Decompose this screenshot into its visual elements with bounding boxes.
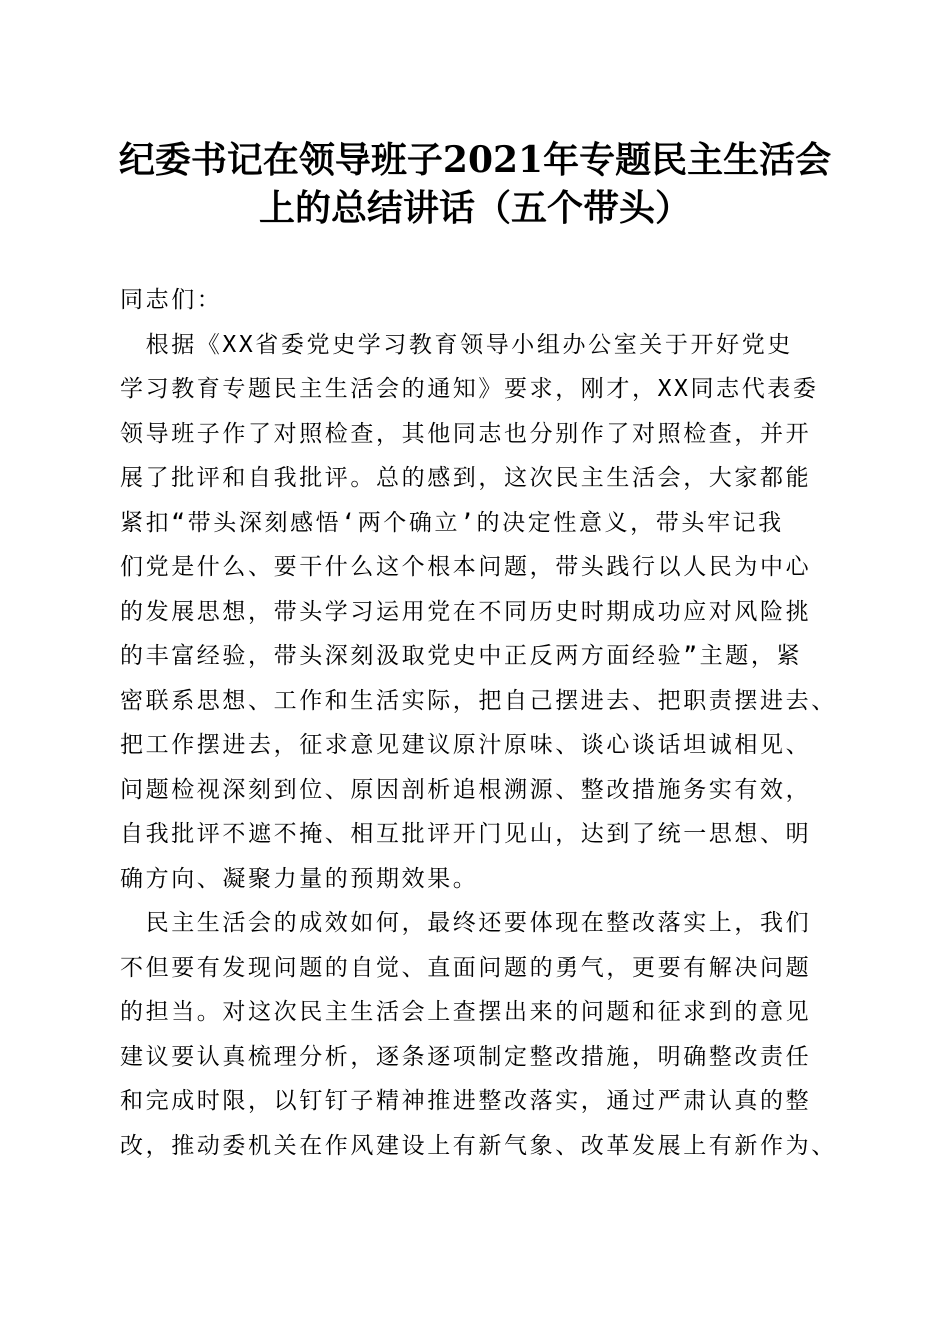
paragraph-line: 把工作摆进去，征求意见建议原汁原味、谈心谈话坦诚相见、 [120,732,812,758]
paragraph-line: 不但要有发现问题的自觉、直面问题的勇气，更要有解决问题 [120,954,812,981]
paragraph-line: 改，推动委机关在作风建设上有新气象、改革发展上有新作为、 [120,1132,837,1159]
paragraph-line: 展了批评和自我批评。总的感到，这次民主生活会，大家都能 [120,465,812,491]
paragraph-line: 密联系思想、工作和生活实际，把自己摆进去、把职责摆进去、 [120,687,837,714]
paragraph-line: 根据《XX省委党史学习教育领导小组办公室关于开好党史 [120,331,793,358]
paragraph-2 [120,901,850,1168]
title-line-1: 纪委书记在领导班子2021年专题民主生活会 [118,139,832,181]
paragraph-line: 民主生活会的成效如何，最终还要体现在整改落实上，我们 [120,910,812,936]
paragraph-line: 的发展思想，带头学习运用党在不同历史时期成功应对风险挑 [120,598,812,625]
title-line-2: 上的总结讲话（五个带头） [258,187,691,229]
document-body [120,278,850,1168]
document-title [100,136,850,232]
paragraph-line: 确方向、凝聚力量的预期效果。 [120,865,479,892]
paragraph-line: 们党是什么、要干什么这个根本问题，带头践行以人民为中心 [120,554,812,580]
salutation: 同志们： [120,287,223,313]
paragraph-line: 自我批评不遮不掩、相互批评开门见山，达到了统一思想、明 [120,821,812,847]
paragraph-line: 的担当。对这次民主生活会上查摆出来的问题和征求到的意见 [120,999,812,1025]
paragraph-line: 学习教育专题民主生活会的通知》要求，刚才，XX同志代表委 [120,376,819,402]
paragraph-line: 和完成时限，以钉钉子精神推进整改落实，通过严肃认真的整 [120,1088,812,1114]
paragraph-1 [120,323,850,902]
paragraph-line: 的丰富经验，带头深刻汲取党史中正反两方面经验”主题，紧 [120,643,803,669]
paragraph-line: 建议要认真梳理分析，逐条逐项制定整改措施，明确整改责任 [120,1043,812,1070]
paragraph-line: 领导班子作了对照检查，其他同志也分别作了对照检查，并开 [120,420,812,447]
paragraph-line: 问题检视深刻到位、原因剖析追根溯源、整改措施务实有效， [120,776,812,803]
paragraph-line: 紧扣“带头深刻感悟‘两个确立’的决定性意义，带头牢记我 [120,509,784,536]
